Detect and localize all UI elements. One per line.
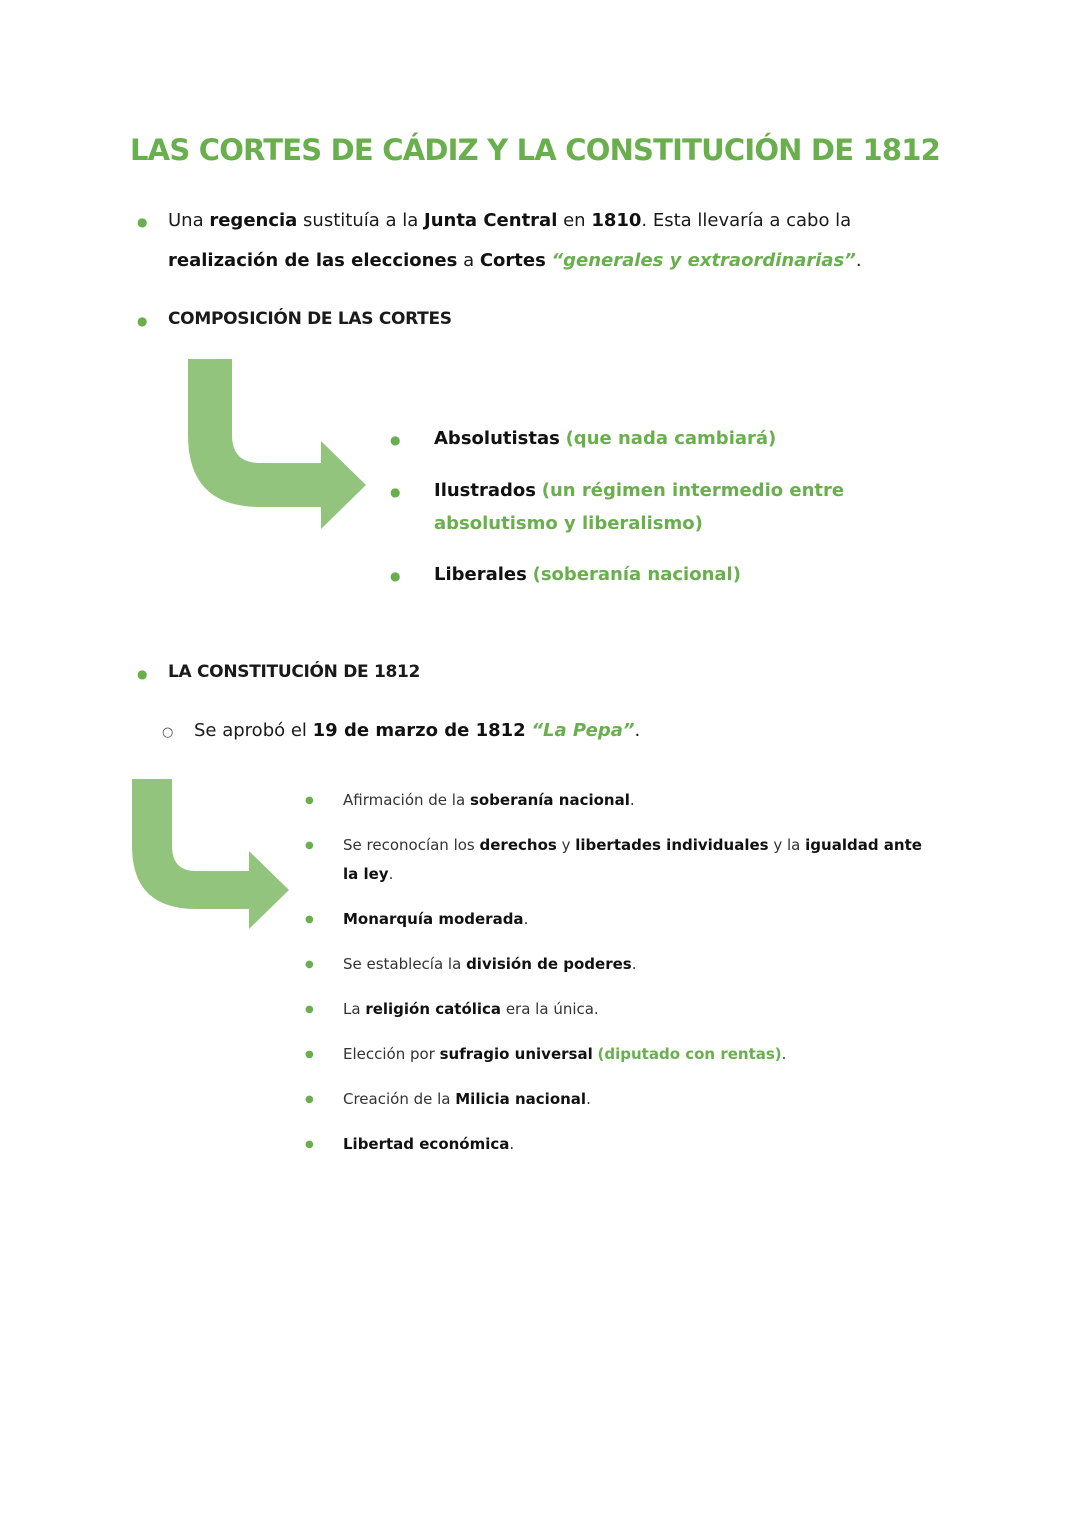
- bullet-dot: ●: [390, 485, 401, 499]
- list-item: Ilustrados (un régimen intermedio entre absolutismo y liberalismo): [434, 480, 845, 534]
- constitution-heading: LA CONSTITUCIÓN DE 1812: [168, 662, 421, 682]
- page-title: LAS CORTES DE CÁDIZ Y LA CONSTITUCIÓN DE 1812: [130, 133, 941, 167]
- bullet-dot: ●: [305, 840, 314, 851]
- bullet-dot: ●: [390, 433, 401, 447]
- bullet-dot: ●: [305, 914, 314, 925]
- list-item: Afirmación de la soberanía nacional.: [343, 791, 635, 809]
- list-item: Se establecía la división de poderes.: [343, 955, 637, 973]
- curved-arrow-icon: [180, 355, 372, 533]
- bullet-dot: ●: [137, 667, 148, 681]
- list-item: Elección por sufragio universal (diputado con rentas).: [343, 1045, 787, 1063]
- list-item: Absolutistas (que nada cambiará): [434, 428, 777, 449]
- bullet-dot: ●: [305, 1004, 314, 1015]
- bullet-dot: ●: [137, 314, 148, 328]
- composition-heading: COMPOSICIÓN DE LAS CORTES: [168, 309, 452, 329]
- list-item: Libertad económica.: [343, 1135, 515, 1153]
- bullet-dot: ●: [137, 215, 148, 229]
- bullet-dot: ●: [305, 795, 314, 806]
- bullet-dot: ●: [305, 1049, 314, 1060]
- bullet-dot: ●: [305, 959, 314, 970]
- list-item: Se reconocían los derechos y libertades individuales y la igualdad ante la ley.: [343, 836, 922, 883]
- bullet-dot: ●: [390, 569, 401, 583]
- list-item: Creación de la Milicia nacional.: [343, 1090, 591, 1108]
- approval-line: Se aprobó el 19 de marzo de 1812 “La Pepa”.: [194, 720, 641, 741]
- list-item: Liberales (soberanía nacional): [434, 564, 741, 585]
- intro-paragraph: Una regencia sustituía a la Junta Central en 1810. Esta llevaría a cabo la realización de las elecciones a Cortes “generales y extraordinarias”.: [168, 210, 862, 271]
- bullet-dot: ●: [305, 1139, 314, 1150]
- list-item: Monarquía moderada.: [343, 910, 529, 928]
- hollow-bullet-icon: ○: [162, 725, 174, 740]
- curved-arrow-icon: [128, 776, 294, 932]
- list-item: La religión católica era la única.: [343, 1000, 599, 1018]
- bullet-dot: ●: [305, 1094, 314, 1105]
